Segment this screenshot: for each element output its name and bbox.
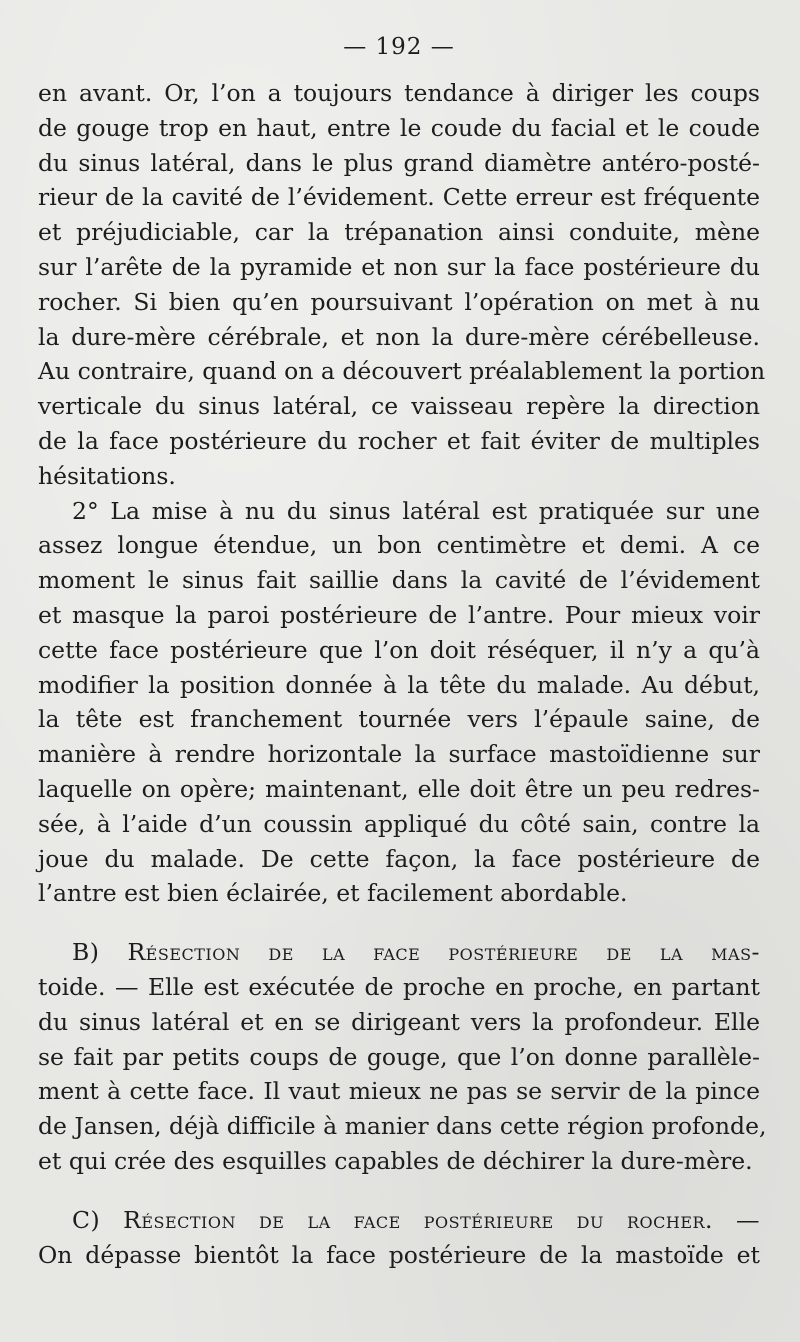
- text-line: de la face postérieure du rocher et fait éviter de multiples: [38, 426, 760, 455]
- text-line: du sinus latéral et en se dirigeant vers la profondeur. Elle: [38, 1007, 760, 1036]
- text-line: sur l’arête de la pyramide et non sur la face postérieure du: [38, 252, 760, 281]
- text-line: et masque la paroi postérieure de l’antre. Pour mieux voir: [38, 600, 760, 629]
- text-line: rocher. Si bien qu’en poursuivant l’opération on met à nu: [38, 287, 760, 316]
- text-line: de Jansen, déjà difficile à manier dans cette région profonde,: [38, 1112, 767, 1141]
- text-line: se fait par petits coups de gouge, que l’on donne parallèle-: [38, 1042, 760, 1071]
- page-number: — 192 —: [343, 34, 455, 60]
- text-line: du sinus latéral, dans le plus grand diamètre antéro-posté-: [38, 148, 760, 177]
- text-line: verticale du sinus latéral, ce vaisseau repère la direction: [38, 392, 760, 421]
- text-line: ment à cette face. Il vaut mieux ne pas se servir de la pince: [38, 1077, 760, 1106]
- text-line: cette face postérieure que l’on doit réséquer, il n’y a qu’à: [38, 635, 760, 664]
- text-line: joue du malade. De cette façon, la face postérieure de: [38, 844, 760, 873]
- section-b-heading: B) Résection de la face postérieure de la mas-: [72, 938, 760, 967]
- section-spacer: [38, 1179, 760, 1203]
- text-line: modifier la position donnée à la tête du malade. Au début,: [38, 670, 760, 699]
- paragraph-1: [38, 76, 766, 494]
- text-line: laquelle on opère; maintenant, elle doit être un peu redres-: [38, 774, 760, 803]
- section-b: [38, 935, 767, 1179]
- text-line: assez longue étendue, un bon centimètre et demi. A ce: [38, 531, 760, 560]
- text-line: toide. — Elle est exécutée de proche en proche, en partant: [38, 972, 760, 1001]
- text-line: sée, à l’aide d’un coussin appliqué du côté sain, contre la: [38, 809, 760, 838]
- text-line: l’antre est bien éclairée, et facilement abordable.: [38, 879, 628, 908]
- text-line: de gouge trop en haut, entre le coude du facial et le coude: [38, 113, 760, 142]
- text-line: la dure-mère cérébrale, et non la dure-mère cérébelleuse.: [38, 322, 760, 351]
- section-spacer: [38, 911, 760, 935]
- text-line: la tête est franchement tournée vers l’épaule saine, de: [38, 705, 760, 734]
- text-line: manière à rendre horizontale la surface mastoïdienne sur: [38, 740, 760, 769]
- text-line: moment le sinus fait saillie dans la cavité de l’évidement: [38, 566, 760, 595]
- text-line: 2° La mise à nu du sinus latéral est pratiquée sur une: [72, 496, 760, 525]
- text-line: Au contraire, quand on a découvert préalablement la portion: [38, 357, 766, 386]
- text-line: en avant. Or, l’on a toujours tendance à diriger les coups: [38, 79, 760, 107]
- text-line: On dépasse bientôt la face postérieure de la mastoïde et: [38, 1240, 760, 1269]
- text-line: et préjudiciable, car la trépanation ainsi conduite, mène: [38, 218, 760, 247]
- section-c: [38, 1203, 760, 1273]
- text-line: hésitations.: [38, 461, 176, 490]
- text-line: rieur de la cavité de l’évidement. Cette erreur est fréquente: [38, 183, 760, 212]
- document-page: [38, 30, 767, 1272]
- text-line: et qui crée des esquilles capables de déchirer la dure-mère.: [38, 1146, 753, 1175]
- paragraph-2: [38, 494, 760, 912]
- section-c-heading: C) Résection de la face postérieure du rocher. —: [72, 1205, 760, 1234]
